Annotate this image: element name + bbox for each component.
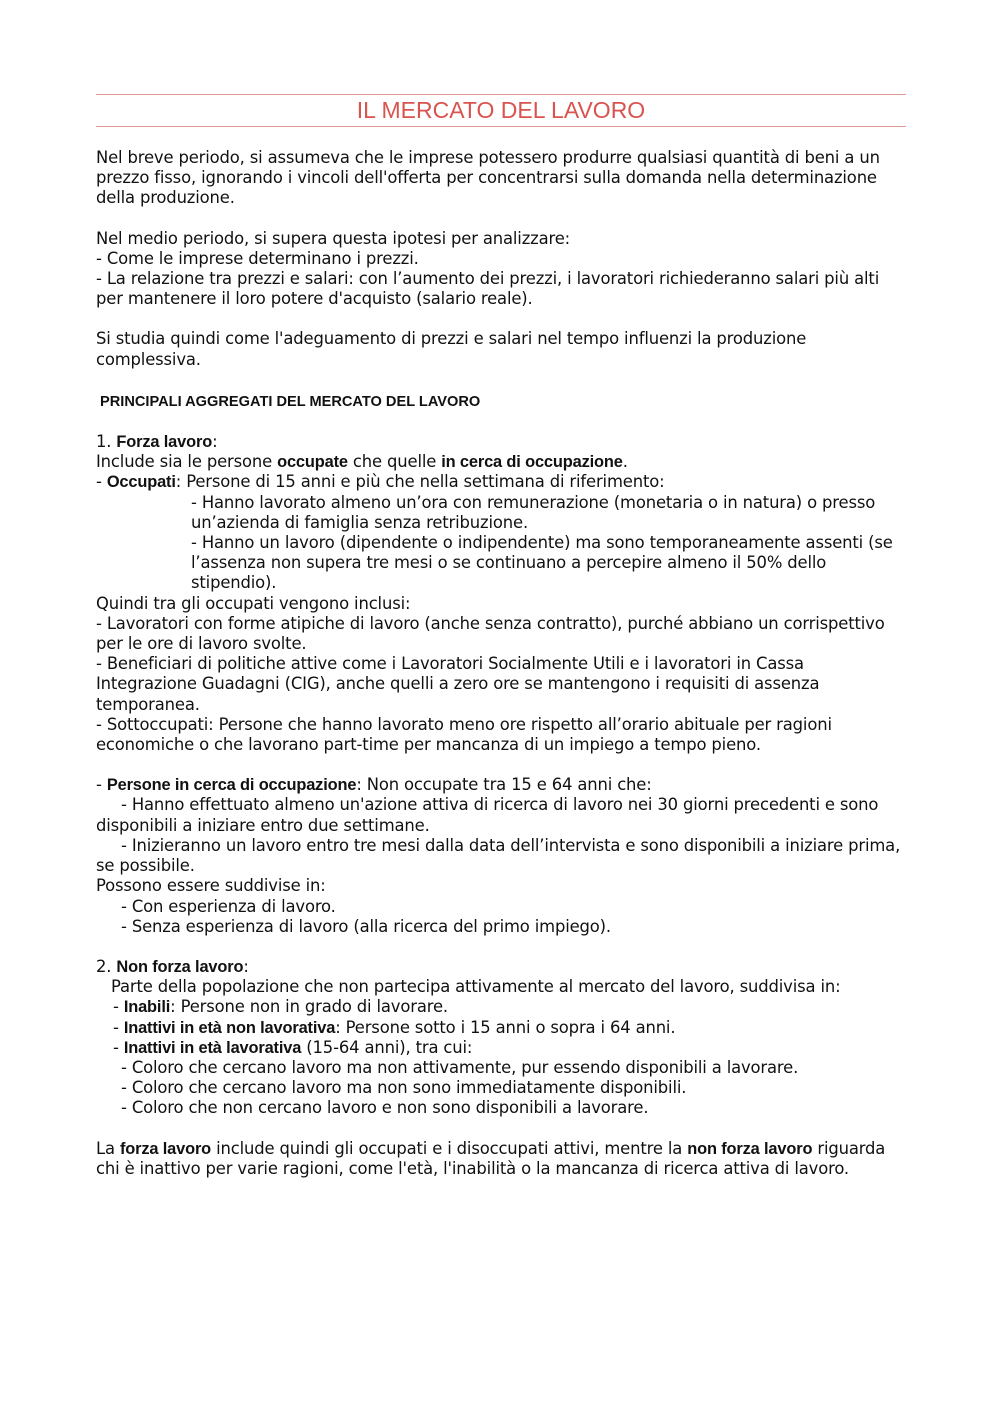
inattivi-subitem: - Coloro che cercano lavoro ma non sono immediatamente disponibili. (121, 1078, 687, 1098)
cerca-subitem: - Inizieranno un lavoro entro tre mesi dalla data dell’intervista e sono disponibili a iniziare prima, se possibile. (96, 835, 901, 876)
occupati-item: - Occupati: Persone di 15 anni e più che nella settimana di riferimento: (96, 472, 665, 492)
occupati-subitem: - Hanno lavorato almeno un’ora con remunerazione (monetaria o in natura) o presso un’azienda di famiglia senza retribuzione. (191, 492, 876, 532)
suddivise-item: - Senza esperienza di lavoro (alla ricerca del primo impiego). (121, 916, 611, 936)
occupati-subitem: - Hanno un lavoro (dipendente o indipendente) ma sono temporaneamente assenti (se l’assenza non supera tre mesi o se continuano a percepire almeno il 50% dello stipendio). (191, 533, 893, 593)
intro-list-item: - La relazione tra prezzi e salari: con l’aumento dei prezzi, i lavoratori richiederanno salari più alti per mantenere il loro potere d'acquisto (salario reale). (96, 269, 880, 309)
non-forza-lavoro-heading: 2. Non forza lavoro: (96, 956, 249, 976)
section-heading: PRINCIPALI AGGREGATI DEL MERCATO DEL LAVORO (100, 393, 481, 410)
inclusi-item: - Sottoccupati: Persone che hanno lavorato meno ore rispetto all’orario abituale per ragioni economiche o che lavorano part-time per mancanza di un impiego a tempo pieno. (96, 714, 832, 755)
title-top-rule (96, 94, 906, 95)
cerca-occupazione-item: - Persone in cerca di occupazione: Non occupate tra 15 e 64 anni che: (96, 775, 652, 795)
forza-lavoro-heading: 1. Forza lavoro: (96, 432, 218, 452)
document-body (96, 148, 908, 1179)
intro-list-item: - Come le imprese determinano i prezzi. (96, 248, 419, 268)
suddivise-lead: Possono essere suddivise in: (96, 876, 326, 896)
inclusi-item: - Lavoratori con forme atipiche di lavoro (anche senza contratto), purché abbiano un corrispettivo per le ore di lavoro svolte. (96, 613, 885, 654)
inattivi-subitem: - Coloro che cercano lavoro ma non attivamente, pur essendo disponibili a lavorare. (121, 1057, 799, 1077)
page-title: IL MERCATO DEL LAVORO (356, 97, 646, 123)
conclusion-paragraph: La forza lavoro include quindi gli occupati e i disoccupati attivi, mentre la non forza lavoro riguarda chi è inattivo per varie ragioni, come l'età, l'inabilità o la mancanza di ricerca attiva di lavoro. (96, 1138, 886, 1178)
inattivi-subitem: - Coloro che non cercano lavoro e non sono disponibili a lavorare. (121, 1098, 649, 1118)
inattivi-lavorativa-item: - Inattivi in età lavorativa (15-64 anni), tra cui: (113, 1037, 473, 1057)
title-bottom-rule (96, 126, 906, 127)
inclusi-item: - Beneficiari di politiche attive come i Lavoratori Socialmente Utili e i lavoratori in Cassa Integrazione Guadagni (CIG), anche quelli a zero ore se mantengono i requisiti di assenza temporanea. (96, 654, 820, 714)
inattivi-non-lavorativa-item: - Inattivi in età non lavorativa: Persone sotto i 15 anni o sopra i 64 anni. (113, 1017, 676, 1037)
non-forza-lavoro-lead: Parte della popolazione che non partecipa attivamente al mercato del lavoro, suddivisa in: (111, 977, 841, 997)
suddivise-item: - Con esperienza di lavoro. (121, 896, 336, 916)
intro-paragraph-1: Nel breve periodo, si assumeva che le imprese potessero produrre qualsiasi quantità di beni a un prezzo fisso, ignorando i vincoli dell'offerta per concentrarsi sulla domanda nella determinazione della produzione. (96, 148, 880, 208)
forza-lavoro-definition: Include sia le persone occupate che quelle in cerca di occupazione. (96, 452, 628, 472)
cerca-subitem: - Hanno effettuato almeno un'azione attiva di ricerca di lavoro nei 30 giorni precedenti e sono disponibili a iniziare entro due settimane. (96, 795, 879, 835)
inclusi-lead: Quindi tra gli occupati vengono inclusi: (96, 593, 411, 613)
intro-paragraph-3: Si studia quindi come l'adeguamento di prezzi e salari nel tempo influenzi la produzione complessiva. (96, 329, 807, 369)
inabili-item: - Inabili: Persone non in grado di lavorare. (113, 997, 448, 1017)
intro-paragraph-2-lead: Nel medio periodo, si supera questa ipotesi per analizzare: (96, 228, 571, 248)
